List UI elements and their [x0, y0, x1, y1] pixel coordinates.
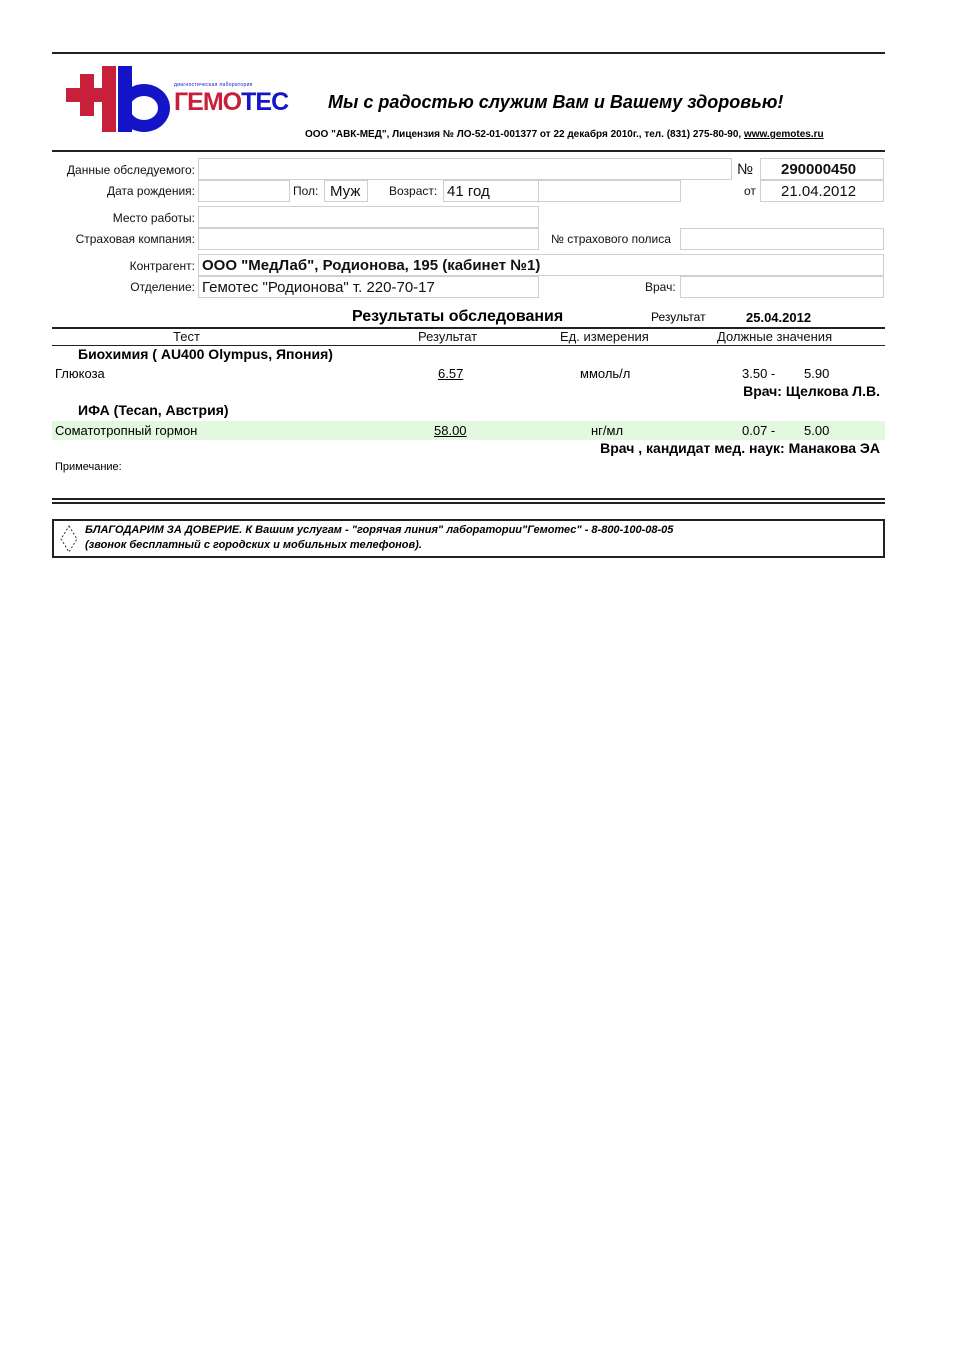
contractor-value: ООО "МедЛаб", Родионова, 195 (кабинет №1) — [202, 257, 541, 274]
ref-low: 0.07 - — [742, 423, 776, 438]
department-value: Гемотес "Родионова" т. 220-70-17 — [202, 279, 435, 296]
contractor-field — [198, 254, 884, 276]
doctor-field — [680, 276, 884, 298]
footer-line-2: (звонок бесплатный с городских и мобильных телефонов). — [85, 539, 422, 551]
test-result: 58.00 — [434, 423, 467, 438]
column-header-test: Тест — [173, 329, 200, 344]
column-header-result: Результат — [418, 329, 478, 344]
doctor-label: Врач: — [645, 280, 676, 294]
birth-date-field — [198, 180, 290, 202]
sex-label: Пол: — [293, 184, 319, 198]
footer-notice — [52, 519, 885, 558]
logo-name-part-blue: ТЕС — [241, 88, 289, 116]
age-field — [443, 180, 539, 202]
diamond-icon — [59, 524, 79, 554]
column-header-unit: Ед. измерения — [560, 329, 649, 344]
test-result: 6.57 — [438, 366, 464, 381]
logo — [66, 66, 296, 136]
ref-high: 5.90 — [804, 366, 830, 381]
logo-name-text — [174, 88, 288, 116]
test-unit: ммоль/л — [580, 366, 631, 381]
table-row — [52, 365, 885, 383]
bottom-double-rule-top — [52, 498, 885, 500]
license-line — [305, 129, 824, 140]
logo-b-bowl — [118, 84, 170, 132]
number-label: № — [737, 161, 754, 178]
test-unit: нг/мл — [591, 423, 624, 438]
column-header-reference: Должные значения — [717, 329, 833, 344]
insurer-field — [198, 228, 539, 250]
subject-label: Данные обследуемого: — [66, 163, 195, 177]
result-date: 25.04.2012 — [746, 310, 812, 325]
number-value: 290000450 — [781, 161, 857, 178]
table-row — [52, 421, 885, 440]
website-link[interactable]: www.gemotes.ru — [743, 129, 824, 140]
ref-low: 3.50 - — [742, 366, 776, 381]
date-from-value: 21.04.2012 — [781, 183, 857, 200]
result-date-label: Результат — [651, 310, 706, 324]
age-value: 41 год — [447, 183, 490, 200]
note-label: Примечание: — [55, 461, 122, 473]
insurer-label: Страховая компания: — [75, 232, 195, 246]
group-doctor: Врач , кандидат мед. наук: Манакова ЭА — [600, 440, 880, 456]
contractor-label: Контрагент: — [129, 259, 195, 273]
group-title: ИФА (Tecan, Австрия) — [78, 402, 229, 418]
workplace-field — [198, 206, 539, 228]
number-field — [760, 158, 884, 180]
group-doctor: Врач: Щелкова Л.В. — [743, 383, 880, 399]
logo-h-stem — [102, 66, 116, 132]
age-label: Возраст: — [389, 184, 438, 198]
policy-no-field — [680, 228, 884, 250]
ref-high: 5.00 — [804, 423, 830, 438]
sex-value: Муж — [330, 183, 361, 200]
sex-field — [324, 180, 368, 202]
logo-plus-vertical — [80, 74, 94, 116]
date-from-field — [760, 180, 884, 202]
footer-line-1: БЛАГОДАРИМ ЗА ДОВЕРИЕ. К Вашим услугам - "горячая линия" лаборатории"Гемотес" - 8-800-100-08-05 — [85, 524, 674, 536]
top-rule — [52, 52, 885, 54]
logo-subtitle: диагностическая лаборатория — [174, 82, 253, 88]
header-rule — [52, 150, 885, 152]
test-name: Глюкоза — [55, 366, 105, 381]
slogan: Мы с радостью служим Вам и Вашему здоровью! — [328, 92, 784, 112]
age-extra-field — [538, 180, 681, 202]
group-title: Биохимия ( AU400 Olympus, Япония) — [78, 346, 333, 362]
bottom-double-rule-bottom — [52, 502, 885, 504]
date-from-label: от — [744, 184, 756, 198]
policy-no-label: № страхового полиса — [551, 232, 671, 246]
birth-date-label: Дата рождения: — [107, 184, 195, 198]
test-name: Соматотропный гормон — [55, 423, 198, 438]
department-field — [198, 276, 539, 298]
results-title: Результаты обследования — [352, 308, 564, 325]
license-text: ООО "АВК-МЕД", Лицензия № ЛО-52-01-001377 от 22 декабря 2010г., тел. (831) 275-80-90, — [305, 129, 744, 140]
department-label: Отделение: — [130, 280, 195, 294]
logo-name — [174, 88, 288, 117]
logo-name-part-red: ГЕМО — [174, 88, 242, 116]
subject-field — [198, 158, 732, 180]
workplace-label: Место работы: — [112, 211, 195, 225]
